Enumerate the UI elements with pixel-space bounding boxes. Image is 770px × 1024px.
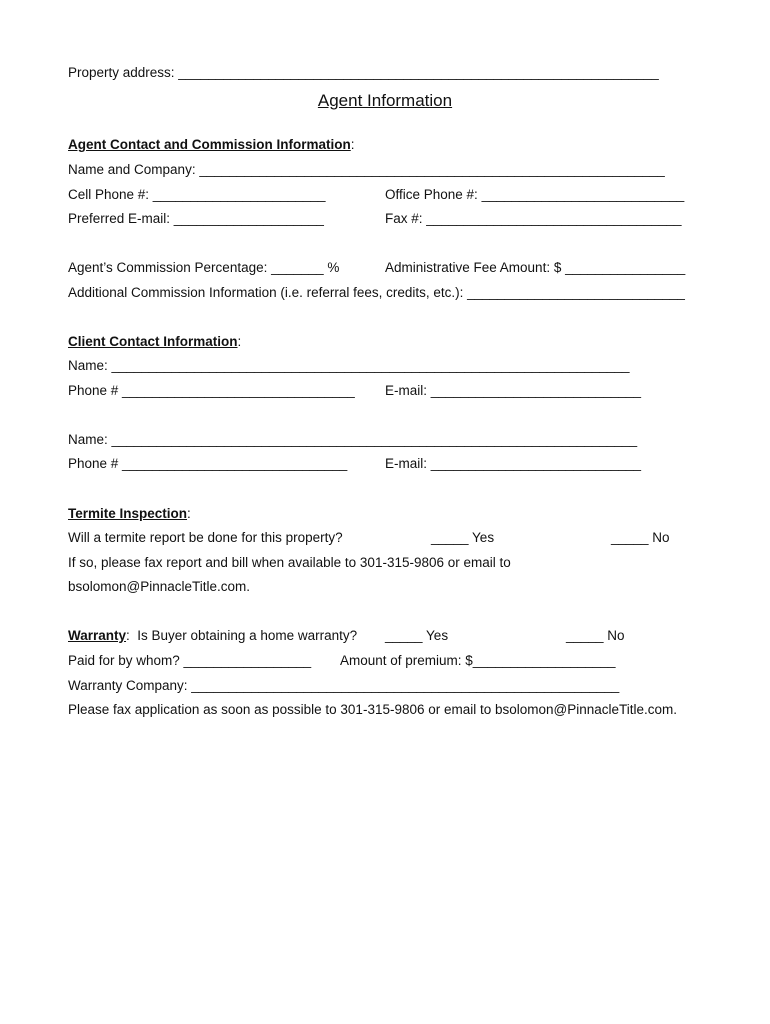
page-title: Agent Information [317, 91, 453, 110]
name-company-field[interactable]: Name and Company: ______________________________________________________________ [68, 162, 665, 177]
warranty-fax-instructions: Please fax application as soon as possible to 301-315-9806 or email to bsolomon@PinnacleTitle.com. [68, 702, 678, 717]
termite-section-heading [68, 506, 191, 522]
warranty-no-field[interactable]: _____ No [566, 628, 625, 643]
client-heading-colon: : [237, 334, 242, 349]
termite-no-field[interactable]: _____ No [611, 530, 670, 545]
client-email-1-field[interactable]: E-mail: ____________________________ [385, 383, 641, 398]
cell-phone-field[interactable]: Cell Phone #: _______________________ [68, 187, 326, 202]
warranty-question: : Is Buyer obtaining a home warranty? [126, 628, 358, 643]
client-name-1-field[interactable]: Name: _____________________________________________________________________ [68, 358, 630, 373]
admin-fee-field[interactable]: Administrative Fee Amount: $ ________________ [385, 260, 686, 275]
warranty-premium-field[interactable]: Amount of premium: $___________________ [340, 653, 616, 668]
termite-heading-colon: : [187, 506, 191, 521]
client-phone-2-field[interactable]: Phone # ______________________________ [68, 456, 348, 471]
warranty-question-line [68, 628, 357, 644]
fax-field[interactable]: Fax #: __________________________________ [385, 211, 682, 226]
commission-percentage-field[interactable]: Agent’s Commission Percentage: _______ % [68, 260, 340, 275]
termite-question: Will a termite report be done for this property? [68, 530, 343, 545]
warranty-yes-field[interactable]: _____ Yes [385, 628, 449, 643]
warranty-paid-by-field[interactable]: Paid for by whom? _________________ [68, 653, 312, 668]
termite-yes-field[interactable]: _____ Yes [431, 530, 495, 545]
client-section-heading [68, 334, 241, 350]
agent-heading-colon: : [350, 137, 355, 152]
agent-section-heading [68, 137, 355, 153]
warranty-company-field[interactable]: Warranty Company: _________________________________________________________ [68, 678, 620, 693]
additional-commission-field[interactable]: Additional Commission Information (i.e. referral fees, credits, etc.): _____________________________ [68, 285, 685, 300]
property-address-field[interactable]: Property address: ________________________________________________________________ [68, 65, 659, 80]
warranty-heading-text: Warranty [68, 628, 127, 643]
client-name-2-field[interactable]: Name: ______________________________________________________________________ [68, 432, 638, 447]
office-phone-field[interactable]: Office Phone #: ___________________________ [385, 187, 685, 202]
agent-heading-text: Agent Contact and Commission Information [68, 137, 351, 152]
client-email-2-field[interactable]: E-mail: ____________________________ [385, 456, 641, 471]
termite-instructions-line-1: If so, please fax report and bill when available to 301-315-9806 or email to [68, 555, 511, 570]
preferred-email-field[interactable]: Preferred E-mail: ____________________ [68, 211, 324, 226]
termite-instructions-line-2: bsolomon@PinnacleTitle.com. [68, 579, 251, 594]
client-phone-1-field[interactable]: Phone # _______________________________ [68, 383, 355, 398]
termite-heading-text: Termite Inspection [68, 506, 188, 521]
client-heading-text: Client Contact Information [68, 334, 238, 349]
